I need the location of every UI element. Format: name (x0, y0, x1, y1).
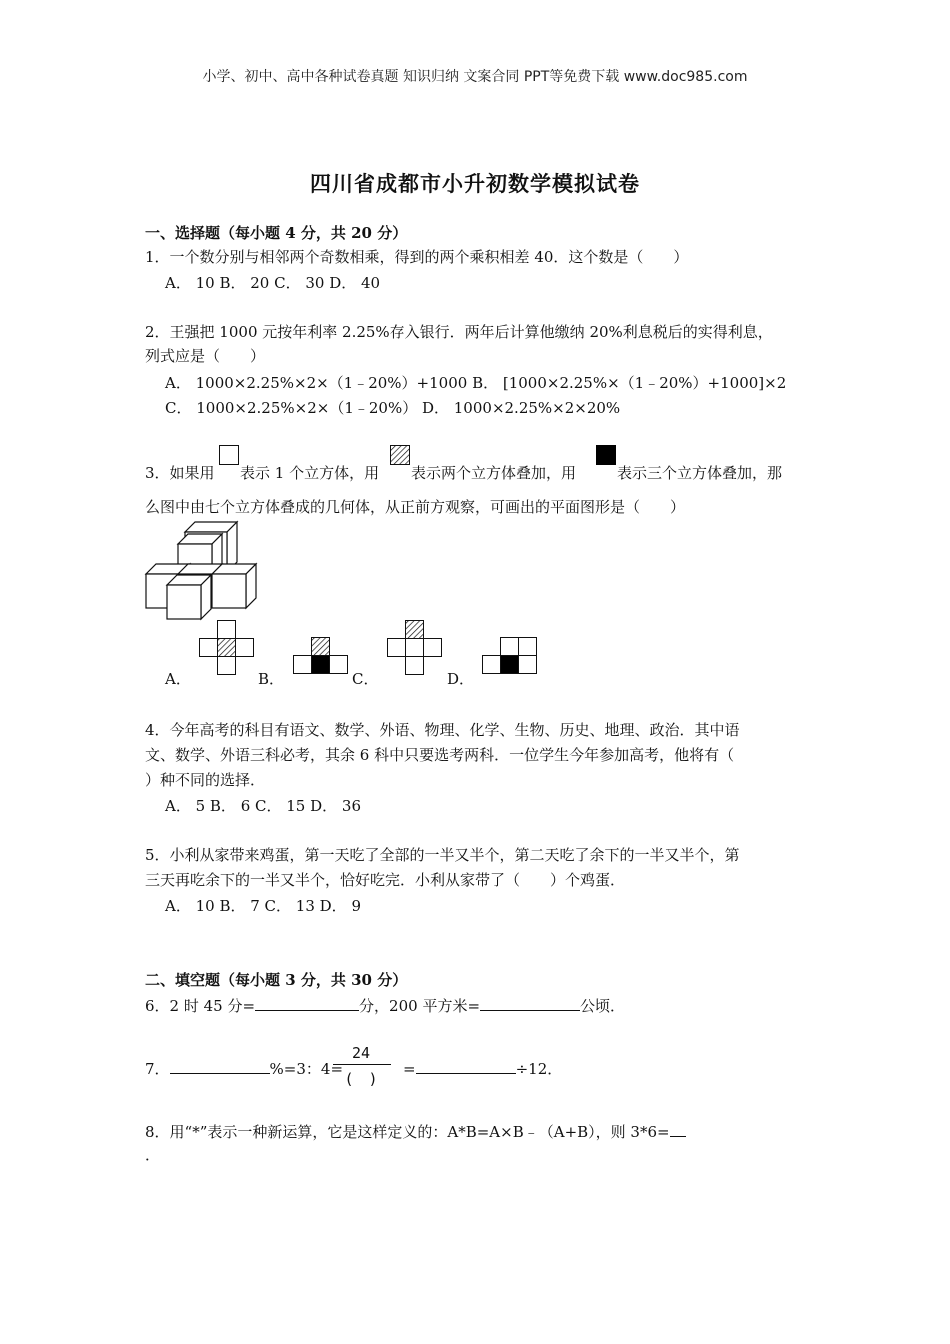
question-6 (145, 994, 625, 1016)
question-6-part1: 6．2 时 45 分= (145, 997, 256, 1015)
option-b-label: B． (258, 670, 285, 688)
question-1-stem: 1．一个数分别与相邻两个奇数相乘，得到的两个乘积相差 40．这个数是（ ） (145, 248, 689, 266)
question-2-stem-line2: 列式应是（ ） (145, 347, 266, 365)
question-6-part3: 公顷． (580, 997, 626, 1015)
question-8-text: 8．用“*”表示一种新运算，它是这样定义的：A*B=A×B﹣（A+B），则 3*6= (145, 1123, 670, 1141)
question-6-part2: 分，200 平方米= (359, 997, 481, 1015)
page-header: 小学、初中、高中各种试卷真题 知识归纳 文案合同 PPT等免费下载 www.doc985.com (202, 69, 748, 85)
question-3-stem-part1: 3．如果用 (145, 464, 215, 482)
option-d-label: D． (447, 670, 475, 688)
option-a-figure (198, 620, 258, 676)
double-cube-symbol (390, 445, 412, 467)
question-4-stem-line3: ）种不同的选择． (145, 771, 266, 789)
section-2-heading: 二、填空题（每小题 3 分，共 30 分） (145, 971, 408, 989)
question-2-options-line2: C． 1000×2.25%×2×（1﹣20%） D． 1000×2.25%×2×20% (165, 399, 621, 417)
answer-blank-4[interactable] (416, 1057, 516, 1074)
question-2-stem-line1: 2．王强把 1000 元按年利率 2.25%存入银行．两年后计算他缴纳 20%利息税后的实得利息， (145, 323, 773, 341)
question-3-stem-part3: 表示两个立方体叠加，用 (411, 464, 577, 482)
question-7-part3: = (403, 1060, 416, 1078)
question-7-part4: ÷12． (515, 1060, 563, 1078)
question-4-stem-line2: 文、数学、外语三科必考，其余 6 科中只要选考两科．一位学生今年参加高考，他将有（ (145, 746, 735, 764)
page-title: 四川省成都市小升初数学模拟试卷 (310, 171, 640, 196)
answer-blank-3[interactable] (170, 1057, 270, 1074)
question-5-stem-line2: 三天再吃余下的一半又半个，恰好吃完．小利从家带了（ ）个鸡蛋． (145, 871, 626, 889)
answer-blank-2[interactable] (480, 994, 580, 1011)
question-3-stem-part4: 表示三个立方体叠加，那 (617, 464, 783, 482)
triple-cube-symbol (596, 445, 618, 467)
option-b-figure (292, 637, 352, 677)
question-5-options: A． 10 B． 7 C． 13 D． 9 (165, 897, 361, 915)
answer-blank-5[interactable] (670, 1120, 686, 1137)
question-5-stem-line1: 5．小利从家带来鸡蛋，第一天吃了全部的一半又半个，第二天吃了余下的一半又半个，第 (145, 846, 740, 864)
question-4-stem-line1: 4．今年高考的科目有语文、数学、外语、物理、化学、生物、历史、地理、政治．其中语 (145, 721, 740, 739)
option-a-label: A． (165, 670, 191, 688)
section-1-heading: 一、选择题（每小题 4 分，共 20 分） (145, 224, 408, 242)
question-8 (145, 1120, 686, 1142)
option-d-figure (481, 637, 541, 677)
question-7-part2: %=3：4= (269, 1060, 344, 1078)
answer-blank-1[interactable] (255, 994, 359, 1011)
question-4-options: A． 5 B． 6 C． 15 D． 36 (165, 797, 361, 815)
question-2-options-line1: A． 1000×2.25%×2×（1﹣20%）+1000 B． [1000×2.25%×（1﹣20%）+1000]×2 (165, 374, 787, 392)
fraction-denominator[interactable]: ( ) (344, 1070, 378, 1088)
option-c-label: C． (352, 670, 379, 688)
fraction-bar (333, 1064, 391, 1065)
question-1-options: A． 10 B． 20 C． 30 D． 40 (165, 274, 381, 292)
question-8-end: ． (145, 1146, 161, 1164)
question-3-stem-part2: 表示 1 个立方体，用 (240, 464, 380, 482)
single-cube-symbol (219, 445, 241, 467)
cube-stack-figure (140, 522, 265, 622)
option-c-figure (386, 620, 446, 676)
question-3-stem-line2: 么图中由七个立方体叠成的几何体，从正前方观察，可画出的平面图形是（ ） (145, 498, 686, 516)
question-7-part1: 7． (145, 1060, 170, 1078)
fraction-numerator: 24 (351, 1044, 371, 1062)
